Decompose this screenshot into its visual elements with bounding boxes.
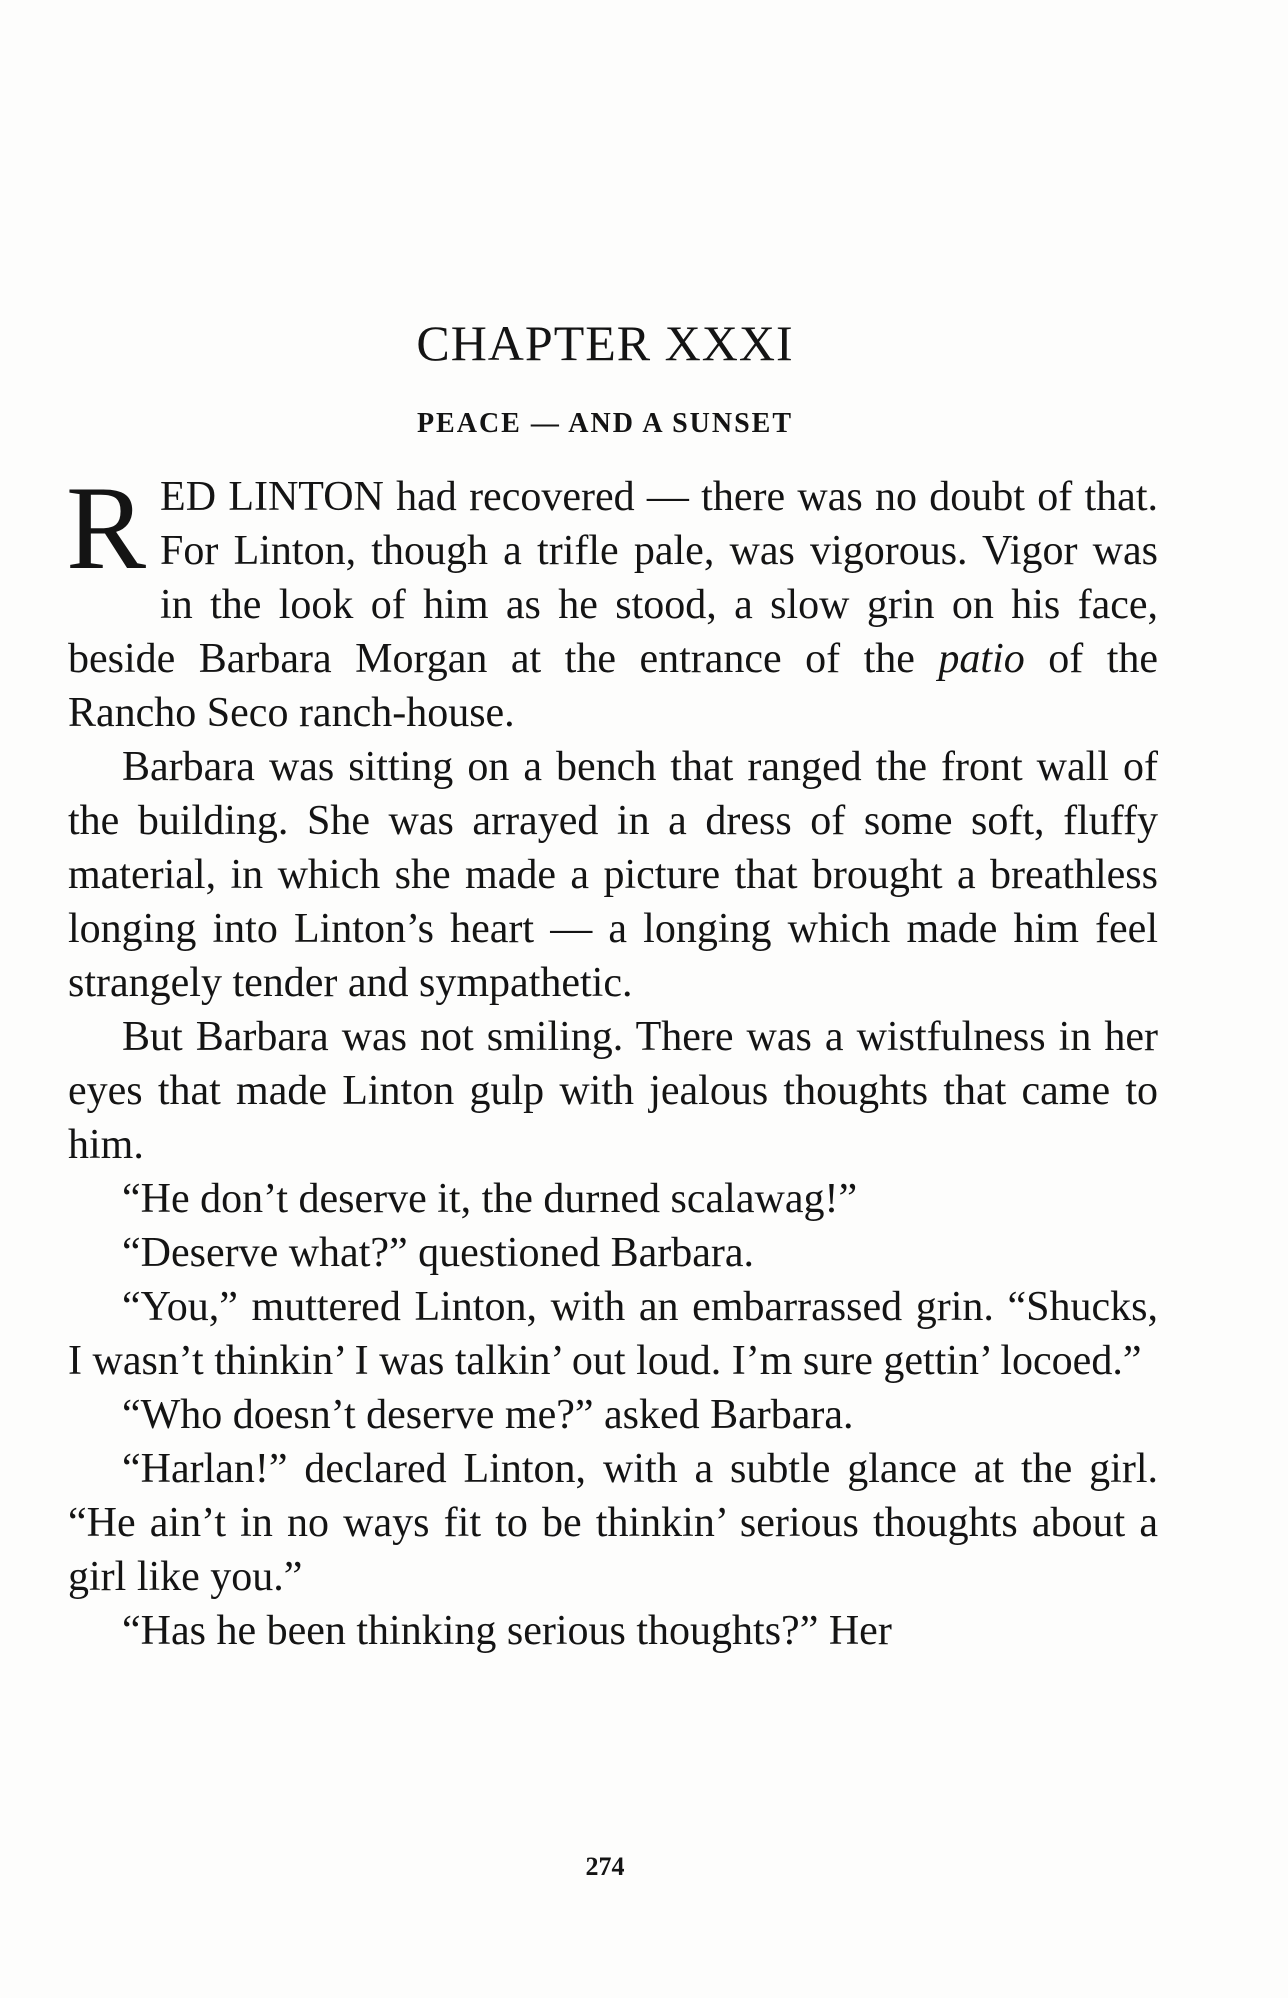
chapter-title: CHAPTER XXXI (416, 315, 794, 371)
chapter-body (66, 461, 1159, 1658)
paragraph-1-italic: patio (938, 636, 1025, 682)
paragraph-1-text-b: of the Rancho Seco ranch-house. (68, 636, 1159, 736)
paragraph-9: “Has he been thinking serious thoughts?” Her (122, 1608, 892, 1654)
paragraph-6: “You,” muttered Linton, with an embarrassed grin. “Shucks, I wasn’t thinkin’ I was talkin’ out loud. I’m sure gettin’ locoed.” (68, 1284, 1158, 1384)
chapter-subtitle: PEACE — AND A SUNSET (416, 408, 794, 439)
paragraph-3: But Barbara was not smiling. There was a wistfulness in her eyes that made Linton gulp with jealous thoughts that came to him. (68, 1014, 1158, 1168)
paragraph-1 (66, 461, 1159, 740)
page-number: 274 (585, 1852, 625, 1881)
paragraph-8: “Harlan!” declared Linton, with a subtle glance at the girl. “He ain’t in no ways fit to be thinkin’ serious thoughts about a girl like you.” (68, 1446, 1158, 1600)
drop-cap: R (66, 461, 147, 594)
paragraph-2: Barbara was sitting on a bench that ranged the front wall of the building. She was arrayed in a dress of some soft, fluffy material, in which she made a picture that brought a breathless longing into Linton’s heart — a longing which made him feel strangely tender and sympathetic. (68, 744, 1158, 1006)
paragraph-4: “He don’t deserve it, the durned scalawag!” (122, 1176, 858, 1222)
paragraph-5: “Deserve what?” questioned Barbara. (122, 1230, 755, 1276)
paragraph-1-text-a: ED LINTON had recovered — there was no doubt of that. For Linton, though a trifle pale, was vigorous. Vigor was in the look of him as he stood, a slow grin on his face, beside Barbara Morgan at the entrance of the (68, 474, 1158, 682)
paragraph-7: “Who doesn’t deserve me?” asked Barbara. (122, 1392, 854, 1438)
